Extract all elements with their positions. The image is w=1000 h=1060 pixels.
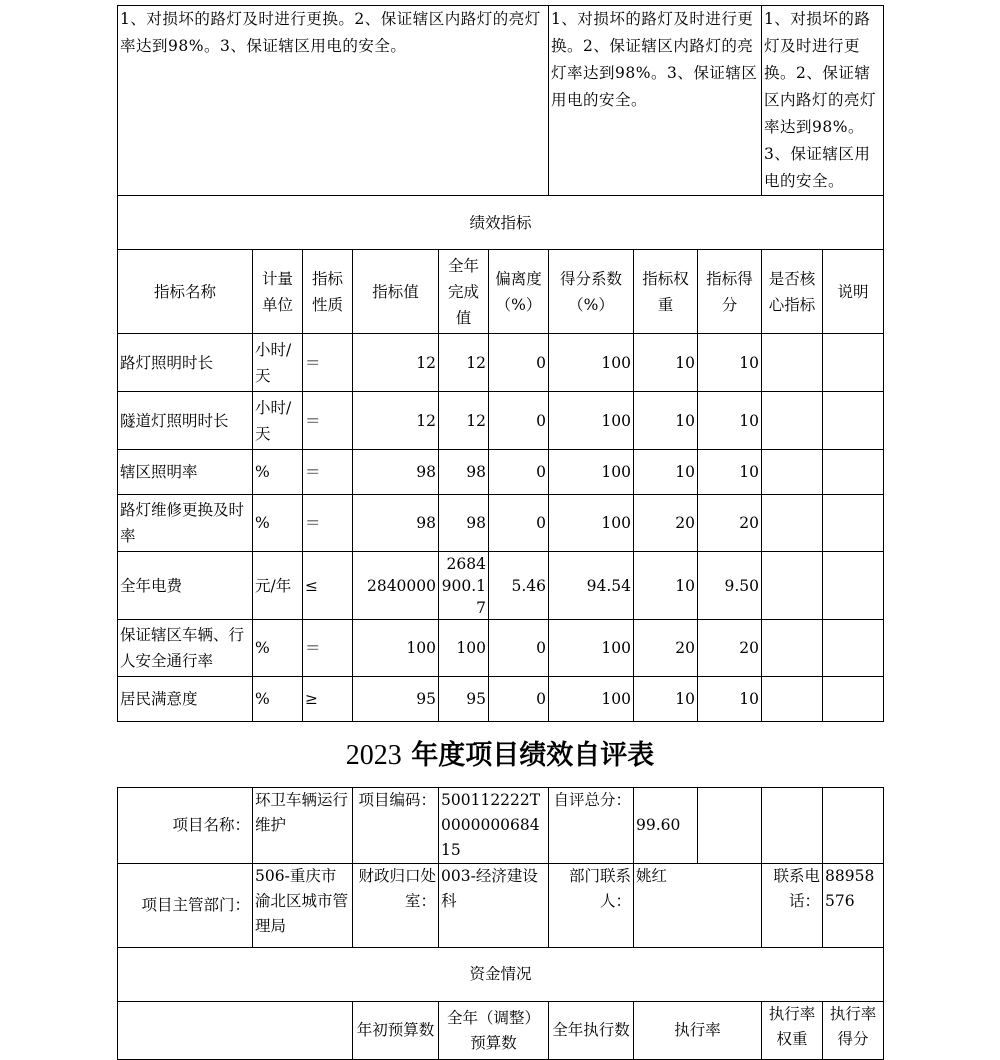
indicator-unit: % — [253, 495, 303, 552]
header-weight: 指标权重 — [634, 250, 698, 334]
indicator-unit: % — [253, 450, 303, 495]
indicator-deviation: 0 — [489, 495, 549, 552]
indicator-note — [823, 392, 884, 450]
header-actual: 全年完成值 — [439, 250, 489, 334]
indicator-target: 100 — [353, 620, 439, 677]
table-row — [118, 334, 884, 392]
funds-header-row — [118, 1002, 884, 1060]
indicator-note — [823, 552, 884, 620]
project-name-label: 项目名称： — [118, 788, 253, 864]
indicator-weight: 10 — [634, 392, 698, 450]
indicator-weight: 20 — [634, 620, 698, 677]
indicator-coef: 100 — [549, 677, 634, 722]
indicator-nature: ＝ — [303, 450, 353, 495]
indicator-actual: 98 — [439, 450, 489, 495]
header-coef: 得分系数（%） — [549, 250, 634, 334]
header-unit: 计量单位 — [253, 250, 303, 334]
indicator-note — [823, 620, 884, 677]
indicator-coef: 100 — [549, 620, 634, 677]
indicator-name: 隧道灯照明时长 — [118, 392, 253, 450]
header-core: 是否核心指标 — [762, 250, 823, 334]
title-year: 2023 — [345, 740, 402, 771]
indicator-deviation: 0 — [489, 677, 549, 722]
indicator-actual: 100 — [439, 620, 489, 677]
page-title — [0, 733, 1000, 772]
indicator-nature: ＝ — [303, 620, 353, 677]
indicator-unit: 小时/天 — [253, 392, 303, 450]
table-row — [118, 677, 884, 722]
indicator-deviation: 5.46 — [489, 552, 549, 620]
header-note: 说明 — [823, 250, 884, 334]
indicator-name: 路灯维修更换及时率 — [118, 495, 253, 552]
indicator-coef: 100 — [549, 392, 634, 450]
indicator-nature: ＝ — [303, 392, 353, 450]
indicator-weight: 10 — [634, 450, 698, 495]
indicator-core — [762, 620, 823, 677]
project-code-label: 项目编码： — [353, 788, 439, 864]
project-code-value: 500112222T000000068415 — [439, 788, 549, 864]
indicator-target: 2840000 — [353, 552, 439, 620]
goal-cell-2: 1、对损坏的路灯及时进行更换。2、保证辖区内路灯的亮灯率达到98%。3、保证辖区用电的安全。 — [549, 6, 762, 196]
project-row-1 — [118, 788, 884, 864]
performance-table — [117, 5, 884, 722]
indicator-weight: 10 — [634, 552, 698, 620]
self-score-value: 99.60 — [634, 788, 698, 864]
indicator-core — [762, 392, 823, 450]
self-score-label: 自评总分： — [549, 788, 634, 864]
table-row — [118, 620, 884, 677]
indicator-name: 保证辖区车辆、行人安全通行率 — [118, 620, 253, 677]
indicator-core — [762, 450, 823, 495]
phone-value: 88958576 — [823, 864, 884, 948]
indicator-coef: 100 — [549, 450, 634, 495]
indicator-core — [762, 495, 823, 552]
indicator-deviation: 0 — [489, 450, 549, 495]
indicator-score: 20 — [698, 495, 762, 552]
indicator-unit: % — [253, 620, 303, 677]
finance-office-value: 003-经济建设科 — [439, 864, 549, 948]
indicator-nature: ≤ — [303, 552, 353, 620]
indicator-note — [823, 677, 884, 722]
indicator-note — [823, 334, 884, 392]
indicator-deviation: 0 — [489, 392, 549, 450]
indicator-core — [762, 677, 823, 722]
goal-cell-3: 1、对损坏的路灯及时进行更换。2、保证辖区内路灯的亮灯率达到98%。3、保证辖区用电的安全。 — [762, 6, 884, 196]
goal-cell-1: 1、对损坏的路灯及时进行更换。2、保证辖区内路灯的亮灯率达到98%。3、保证辖区用电的安全。 — [118, 6, 549, 196]
header-rate-weight: 执行率权重 — [762, 1002, 823, 1060]
table-row — [118, 552, 884, 620]
indicator-actual: 2684900.17 — [439, 552, 489, 620]
indicator-unit: % — [253, 677, 303, 722]
indicator-name: 辖区照明率 — [118, 450, 253, 495]
project-row-2 — [118, 864, 884, 948]
indicator-target: 95 — [353, 677, 439, 722]
indicator-actual: 12 — [439, 392, 489, 450]
indicator-deviation: 0 — [489, 334, 549, 392]
header-score: 指标得分 — [698, 250, 762, 334]
indicator-score: 10 — [698, 450, 762, 495]
table-row — [118, 495, 884, 552]
indicator-actual: 98 — [439, 495, 489, 552]
title-text: 年度项目绩效自评表 — [411, 740, 655, 771]
indicator-score: 10 — [698, 677, 762, 722]
indicator-note — [823, 495, 884, 552]
indicator-name: 路灯照明时长 — [118, 334, 253, 392]
dept-label: 项目主管部门： — [118, 864, 253, 948]
header-initial-budget: 年初预算数 — [353, 1002, 439, 1060]
indicator-core — [762, 334, 823, 392]
goals-row — [118, 6, 884, 196]
contact-label: 部门联系人： — [549, 864, 634, 948]
indicator-coef: 100 — [549, 495, 634, 552]
header-nature: 指标性质 — [303, 250, 353, 334]
indicator-name: 全年电费 — [118, 552, 253, 620]
indicator-weight: 10 — [634, 334, 698, 392]
header-execution-rate: 执行率 — [634, 1002, 762, 1060]
indicator-nature: ＝ — [303, 334, 353, 392]
indicator-score: 9.50 — [698, 552, 762, 620]
indicator-deviation: 0 — [489, 620, 549, 677]
indicator-weight: 20 — [634, 495, 698, 552]
perf-section-title: 绩效指标 — [118, 196, 884, 250]
indicator-actual: 95 — [439, 677, 489, 722]
indicator-coef: 94.54 — [549, 552, 634, 620]
indicator-target: 98 — [353, 495, 439, 552]
header-target: 指标值 — [353, 250, 439, 334]
indicator-score: 20 — [698, 620, 762, 677]
indicator-unit: 小时/天 — [253, 334, 303, 392]
indicator-target: 12 — [353, 392, 439, 450]
indicator-note — [823, 450, 884, 495]
contact-value: 姚红 — [634, 864, 762, 948]
header-adjusted-budget: 全年（调整）预算数 — [439, 1002, 549, 1060]
indicator-name: 居民满意度 — [118, 677, 253, 722]
finance-office-label: 财政归口处室： — [353, 864, 439, 948]
table-row — [118, 450, 884, 495]
phone-label: 联系电话： — [762, 864, 823, 948]
indicator-actual: 12 — [439, 334, 489, 392]
indicator-core — [762, 552, 823, 620]
header-indicator-name: 指标名称 — [118, 250, 253, 334]
indicator-nature: ＝ — [303, 495, 353, 552]
indicator-target: 12 — [353, 334, 439, 392]
table-row — [118, 392, 884, 450]
header-executed: 全年执行数 — [549, 1002, 634, 1060]
header-deviation: 偏离度（%） — [489, 250, 549, 334]
indicator-coef: 100 — [549, 334, 634, 392]
indicator-target: 98 — [353, 450, 439, 495]
indicator-nature: ≥ — [303, 677, 353, 722]
indicator-weight: 10 — [634, 677, 698, 722]
funds-section-title: 资金情况 — [118, 948, 884, 1002]
indicator-score: 10 — [698, 392, 762, 450]
project-name-value: 环卫车辆运行维护 — [253, 788, 353, 864]
indicator-unit: 元/年 — [253, 552, 303, 620]
perf-header-row — [118, 250, 884, 334]
header-rate-score: 执行率得分 — [823, 1002, 884, 1060]
indicator-score: 10 — [698, 334, 762, 392]
project-info-table — [117, 787, 884, 1060]
dept-value: 506-重庆市渝北区城市管理局 — [253, 864, 353, 948]
